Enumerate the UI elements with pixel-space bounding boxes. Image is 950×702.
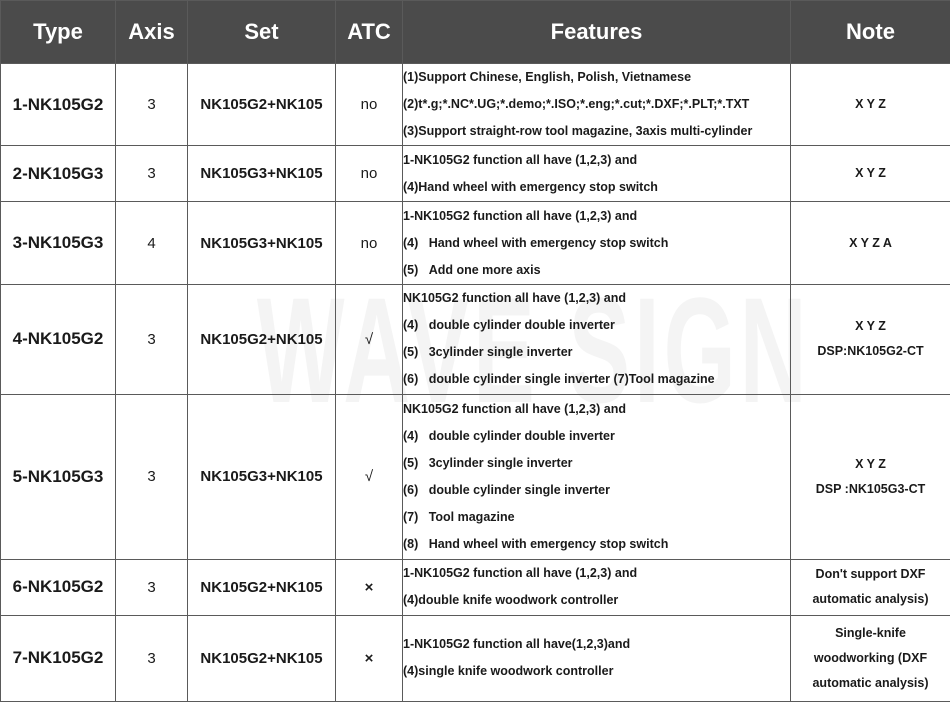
cell-set: NK105G2+NK105 [188,284,336,394]
cell-features [403,64,791,146]
cell-type: 6-NK105G2 [1,559,116,615]
cell-axis: 3 [116,146,188,202]
cell-atc: no [336,202,403,284]
feature-line: (5) 3cylinder single inverter [403,455,573,470]
feature-line: 1-NK105G2 function all have(1,2,3)and [403,637,631,652]
cell-axis: 3 [116,395,188,560]
feature-line: 1-NK105G2 function all have (1,2,3) and [403,208,638,223]
cell-note [791,559,950,615]
feature-line: 1-NK105G2 function all have (1,2,3) and [403,566,638,581]
note-line: DSP :NK105G3-CT [815,481,926,496]
table-row [1,395,950,560]
feature-line: (8) Hand wheel with emergency stop switch [403,536,669,551]
cell-note [791,146,950,202]
cell-features [403,559,791,615]
header-row [1,1,950,64]
feature-line: (1)Support Chinese, English, Polish, Vietnamese [403,70,692,85]
feature-line: (4) double cylinder double inverter [403,318,615,333]
table-row [1,615,950,701]
cell-atc: √ [336,395,403,560]
feature-line: (4) double cylinder double inverter [403,428,615,443]
feature-line: (3)Support straight-row tool magazine, 3axis multi-cylinder [403,124,753,139]
feature-line: (4)Hand wheel with emergency stop switch [403,179,658,194]
cell-features [403,202,791,284]
table-row [1,64,950,146]
cell-features [403,615,791,701]
cell-set: NK105G3+NK105 [188,202,336,284]
header-atc: ATC [336,1,403,64]
cell-atc: √ [336,284,403,394]
feature-line: NK105G2 function all have (1,2,3) and [403,401,626,416]
feature-line: (4) Hand wheel with emergency stop switch [403,235,669,250]
cell-type: 3-NK105G3 [1,202,116,284]
cell-type: 5-NK105G3 [1,395,116,560]
cell-axis: 3 [116,559,188,615]
header-note: Note [791,1,950,64]
feature-line: 1-NK105G2 function all have (1,2,3) and [403,152,638,167]
note-line: woodworking (DXF [813,650,928,665]
cell-set: NK105G3+NK105 [188,146,336,202]
cell-axis: 3 [116,284,188,394]
header-axis: Axis [116,1,188,64]
feature-line: (2)t*.g;*.NC*.UG;*.demo;*.ISO;*.eng;*.cut;*.DXF;*.PLT;*.TXT [403,97,750,112]
feature-line: (7) Tool magazine [403,509,515,524]
feature-line: (6) double cylinder single inverter [403,482,610,497]
cell-note [791,64,950,146]
cell-axis: 3 [116,615,188,701]
header-set: Set [188,1,336,64]
cell-features [403,284,791,394]
header-type: Type [1,1,116,64]
table-row [1,202,950,284]
feature-line: (5) 3cylinder single inverter [403,345,573,360]
table-row [1,284,950,394]
cell-set: NK105G2+NK105 [188,615,336,701]
cell-atc: × [336,615,403,701]
feature-line: (5) Add one more axis [403,262,541,277]
feature-line: (6) double cylinder single inverter (7)Tool magazine [403,372,715,387]
table-row [1,146,950,202]
note-line: X Y Z [855,456,886,471]
note-line: Single-knife [835,625,906,640]
feature-line: (4)double knife woodwork controller [403,593,619,608]
cell-atc: × [336,559,403,615]
cell-note [791,615,950,701]
header-features: Features [403,1,791,64]
note-line: X Y Z [855,97,886,112]
note-line: automatic analysis) [812,675,929,690]
table-row [1,559,950,615]
note-line: automatic analysis) [812,592,929,607]
cell-note [791,202,950,284]
cell-type: 1-NK105G2 [1,64,116,146]
cell-note [791,284,950,394]
note-line: Don't support DXF [815,567,926,582]
cell-atc: no [336,64,403,146]
cell-note [791,395,950,560]
cell-type: 4-NK105G2 [1,284,116,394]
note-line: DSP:NK105G2-CT [817,344,924,359]
feature-line: NK105G2 function all have (1,2,3) and [403,291,626,306]
cell-features [403,146,791,202]
cell-type: 7-NK105G2 [1,615,116,701]
cell-axis: 4 [116,202,188,284]
note-line: X Y Z [855,166,886,181]
note-line: X Y Z [855,319,886,334]
cell-atc: no [336,146,403,202]
cell-features [403,395,791,560]
note-line: X Y Z A [849,235,892,250]
cell-set: NK105G2+NK105 [188,64,336,146]
cell-axis: 3 [116,64,188,146]
cell-type: 2-NK105G3 [1,146,116,202]
cell-set: NK105G3+NK105 [188,395,336,560]
feature-line: (4)single knife woodwork controller [403,664,614,679]
cell-set: NK105G2+NK105 [188,559,336,615]
